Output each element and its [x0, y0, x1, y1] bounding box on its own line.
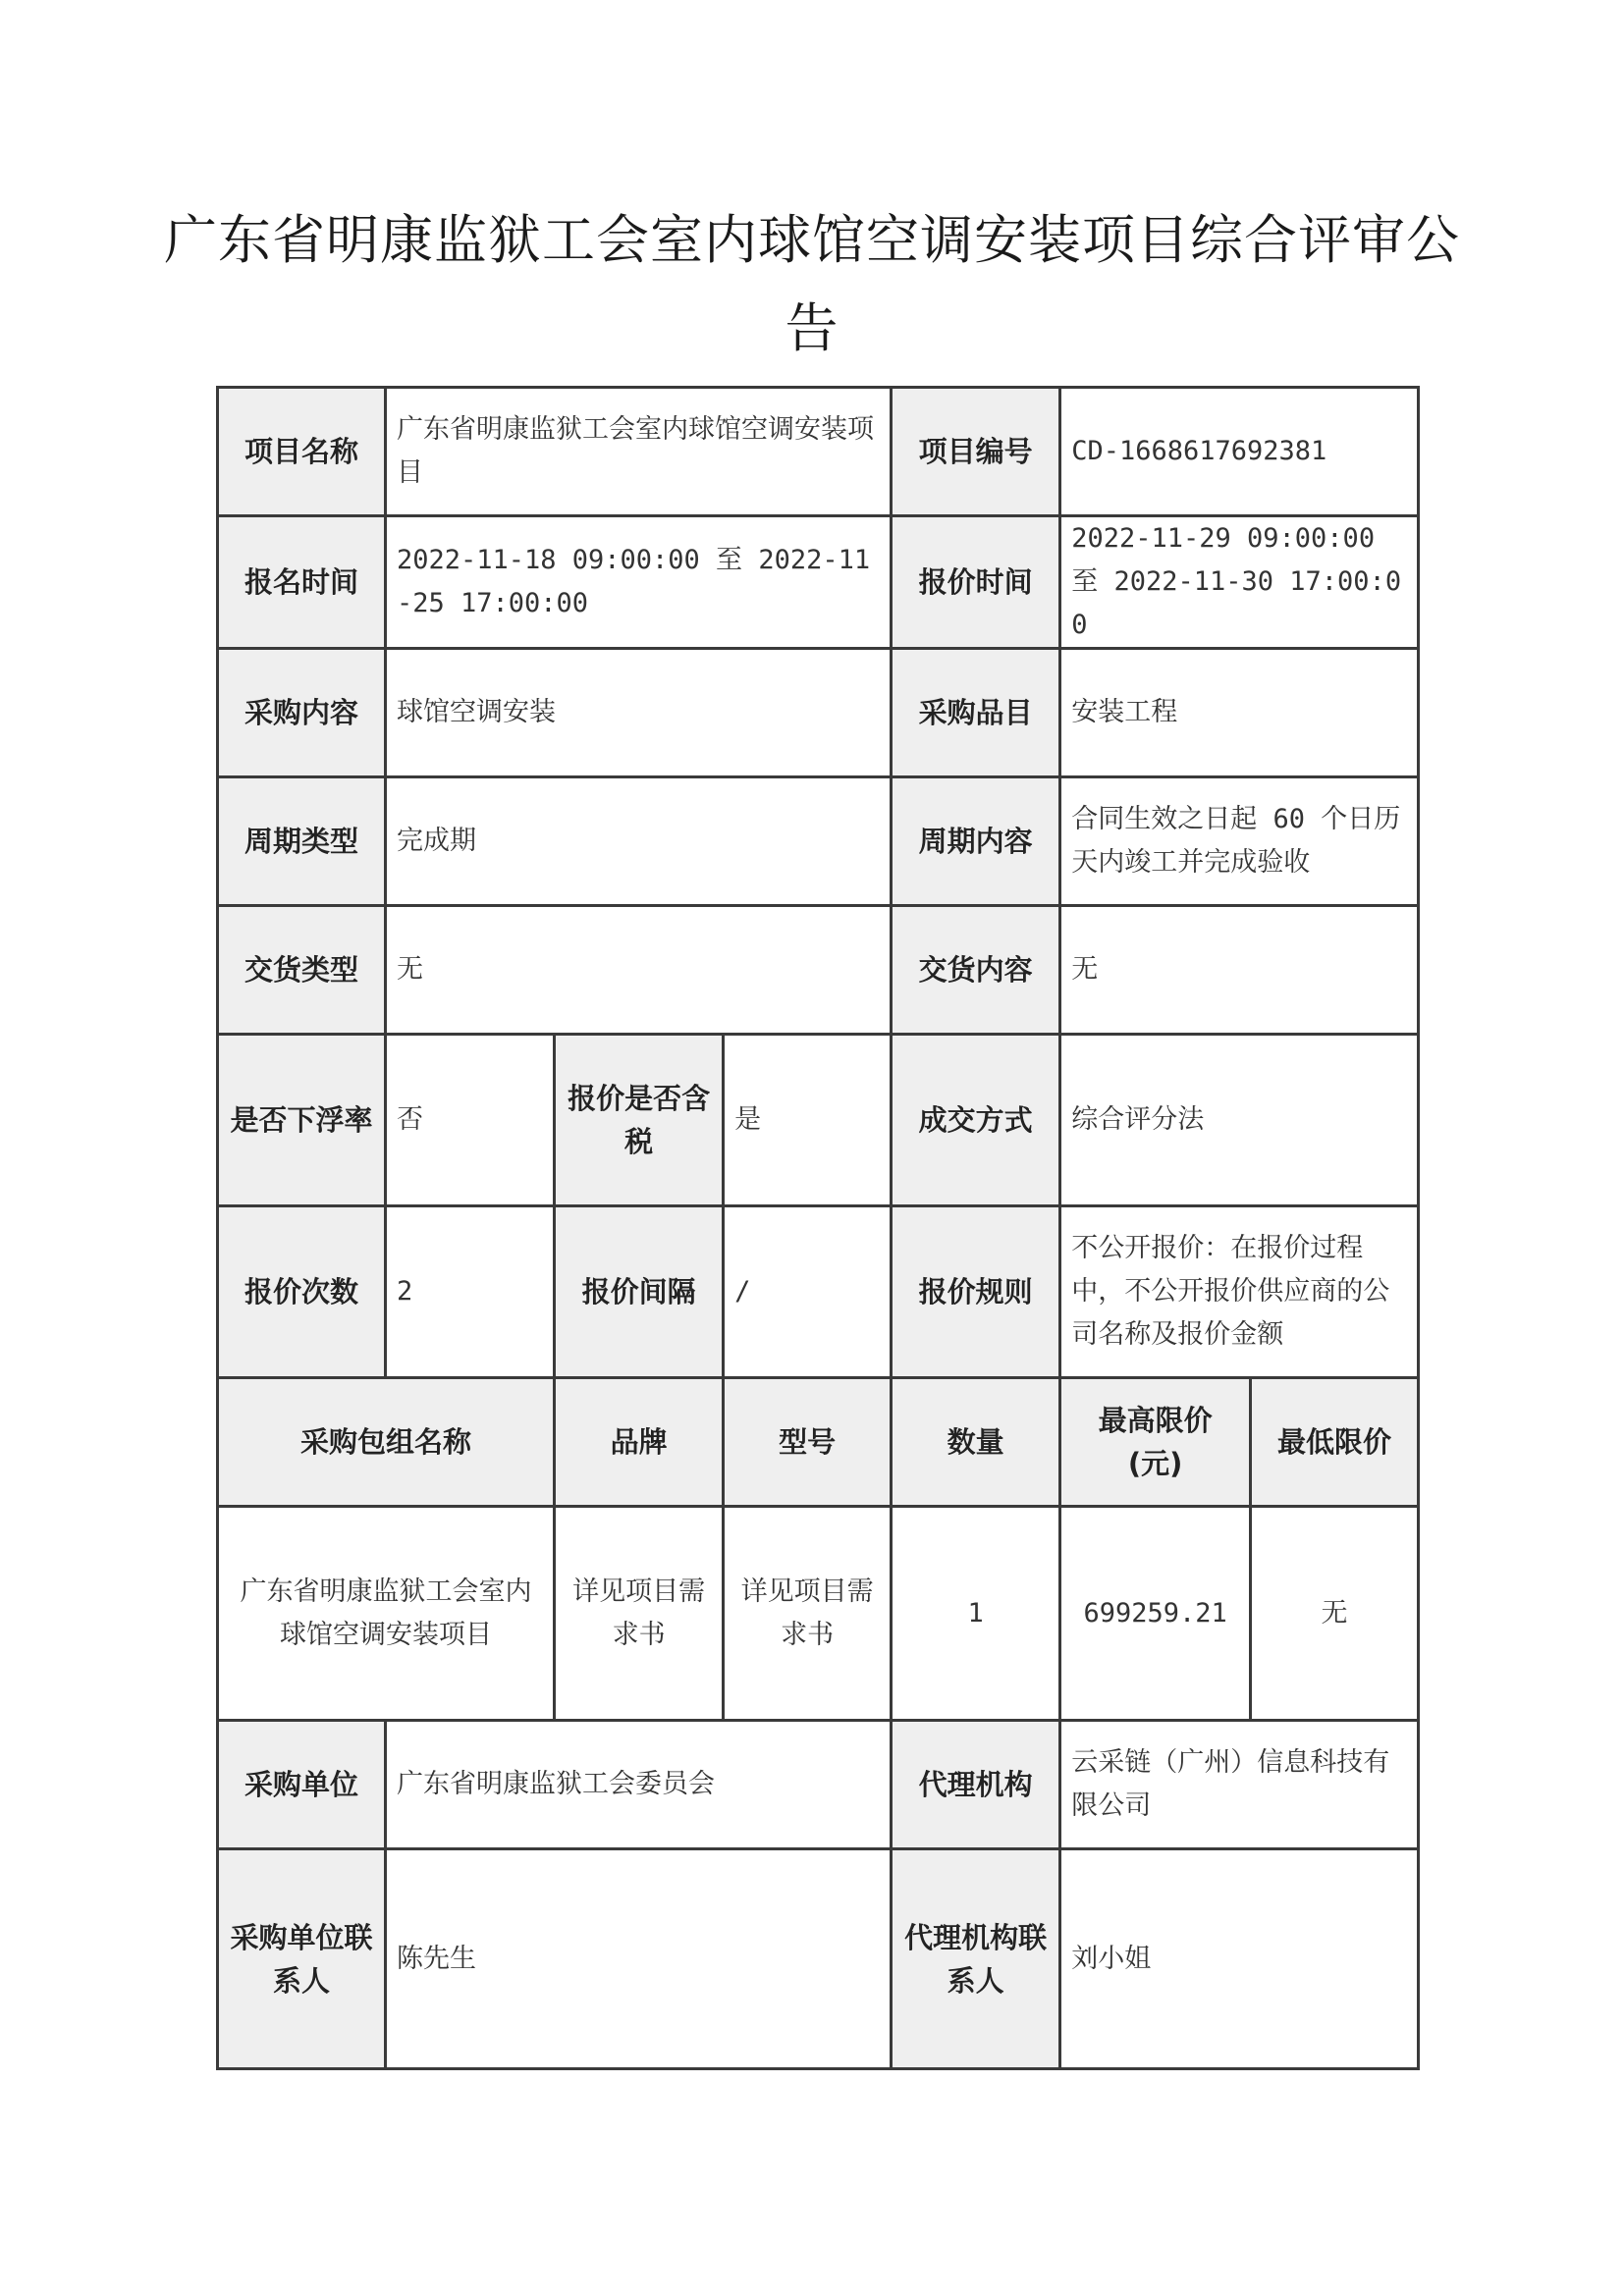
package-name-cell: 广东省明康监狱工会室内球馆空调安装项目	[218, 1507, 555, 1721]
quote-interval-value: /	[724, 1206, 892, 1378]
max-price-header: 最高限价(元)	[1060, 1378, 1251, 1507]
period-type-value: 完成期	[385, 777, 891, 906]
delivery-content-value: 无	[1060, 906, 1419, 1035]
min-price-cell: 无	[1250, 1507, 1418, 1721]
float-rate-label: 是否下浮率	[218, 1035, 386, 1206]
tax-included-value: 是	[724, 1035, 892, 1206]
delivery-type-value: 无	[385, 906, 891, 1035]
buyer-value: 广东省明康监狱工会委员会	[385, 1721, 891, 1849]
page-title: 广东省明康监狱工会室内球馆空调安装项目综合评审公告	[164, 209, 1460, 359]
quote-rule-value: 不公开报价：在报价过程中，不公开报价供应商的公司名称及报价金额	[1060, 1206, 1419, 1378]
quote-interval-label: 报价间隔	[555, 1206, 724, 1378]
purchase-content-label: 采购内容	[218, 649, 386, 777]
signup-time-label: 报名时间	[218, 516, 386, 649]
row-delivery	[218, 906, 1419, 1035]
row-times	[218, 516, 1419, 649]
model-header: 型号	[724, 1378, 892, 1507]
delivery-type-label: 交货类型	[218, 906, 386, 1035]
purchase-item-value: 安装工程	[1060, 649, 1419, 777]
buyer-contact-label: 采购单位联系人	[218, 1849, 386, 2069]
quote-rule-label: 报价规则	[892, 1206, 1060, 1378]
deal-method-value: 综合评分法	[1060, 1035, 1419, 1206]
row-project-name	[218, 388, 1419, 516]
agency-label: 代理机构	[892, 1721, 1060, 1849]
delivery-content-label: 交货内容	[892, 906, 1060, 1035]
brand-header: 品牌	[555, 1378, 724, 1507]
period-content-label: 周期内容	[892, 777, 1060, 906]
agency-value: 云采链（广州）信息科技有限公司	[1060, 1721, 1419, 1849]
agency-contact-label: 代理机构联系人	[892, 1849, 1060, 2069]
project-name-value: 广东省明康监狱工会室内球馆空调安装项目	[385, 388, 891, 516]
quantity-header: 数量	[892, 1378, 1060, 1507]
quote-count-value: 2	[385, 1206, 554, 1378]
period-type-label: 周期类型	[218, 777, 386, 906]
quantity-cell: 1	[892, 1507, 1060, 1721]
row-quote-rules	[218, 1206, 1419, 1378]
project-number-value: CD-1668617692381	[1060, 388, 1419, 516]
quote-time-label: 报价时间	[892, 516, 1060, 649]
package-row	[218, 1507, 1419, 1721]
purchase-content-value: 球馆空调安装	[385, 649, 891, 777]
period-content-value: 合同生效之日起 60 个日历天内竣工并完成验收	[1060, 777, 1419, 906]
project-number-label: 项目编号	[892, 388, 1060, 516]
notice-table	[216, 386, 1420, 2070]
buyer-label: 采购单位	[218, 1721, 386, 1849]
model-cell: 详见项目需求书	[724, 1507, 892, 1721]
quote-count-label: 报价次数	[218, 1206, 386, 1378]
row-period	[218, 777, 1419, 906]
tax-included-label: 报价是否含税	[555, 1035, 724, 1206]
max-price-cell: 699259.21	[1060, 1507, 1251, 1721]
agency-contact-value: 刘小姐	[1060, 1849, 1419, 2069]
project-name-label: 项目名称	[218, 388, 386, 516]
row-contacts	[218, 1849, 1419, 2069]
purchase-item-label: 采购品目	[892, 649, 1060, 777]
float-rate-value: 否	[385, 1035, 554, 1206]
signup-time-value: 2022-11-18 09:00:00 至 2022-11-25 17:00:00	[385, 516, 891, 649]
min-price-header: 最低限价	[1250, 1378, 1418, 1507]
package-header-row	[218, 1378, 1419, 1507]
deal-method-label: 成交方式	[892, 1035, 1060, 1206]
brand-cell: 详见项目需求书	[555, 1507, 724, 1721]
row-units	[218, 1721, 1419, 1849]
quote-time-value: 2022-11-29 09:00:00 至 2022-11-30 17:00:00	[1060, 516, 1419, 649]
buyer-contact-value: 陈先生	[385, 1849, 891, 2069]
package-name-header: 采购包组名称	[218, 1378, 555, 1507]
row-purchase	[218, 649, 1419, 777]
row-float-tax	[218, 1035, 1419, 1206]
